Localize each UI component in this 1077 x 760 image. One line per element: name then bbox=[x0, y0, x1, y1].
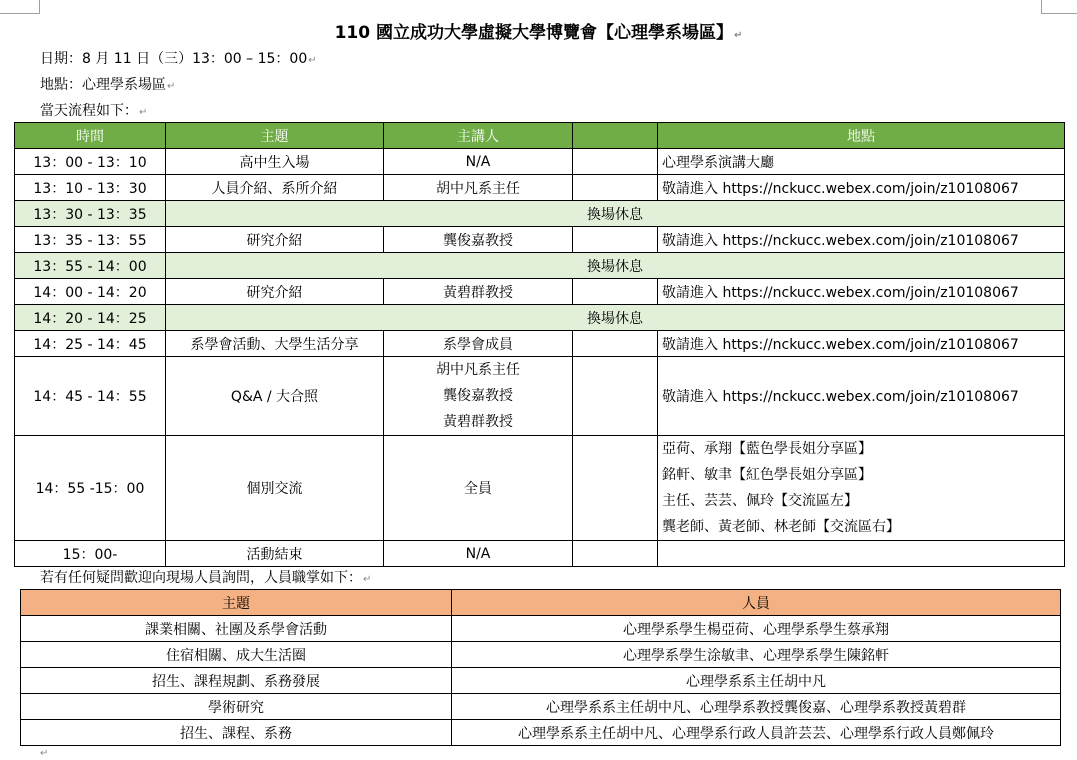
extra-cell bbox=[573, 175, 658, 201]
speaker-cell: 全員 bbox=[384, 436, 573, 541]
staff-people-cell: 心理學系學生涂敏聿、心理學系學生陳銘軒 bbox=[452, 642, 1061, 668]
schedule-table bbox=[14, 122, 1065, 567]
location-line: 亞荷、承翔【藍色學長姐分享區】 bbox=[662, 441, 872, 457]
speaker-cell bbox=[384, 357, 573, 436]
speaker-cell: 龔俊嘉教授 bbox=[384, 227, 573, 253]
header-topic: 主題 bbox=[166, 123, 384, 149]
page-corner-mark-right bbox=[1041, 0, 1077, 14]
schedule-row bbox=[15, 175, 1065, 201]
schedule-row bbox=[15, 541, 1065, 567]
staff-header-row bbox=[21, 590, 1061, 616]
document-title: 110 國立成功大學虛擬大學博覽會【心理學系場區】↵ bbox=[334, 23, 743, 43]
topic-cell: 人員介紹、系所介紹 bbox=[166, 175, 384, 201]
topic-cell: 研究介紹 bbox=[166, 227, 384, 253]
time-cell: 13：30 - 13：35 bbox=[15, 201, 166, 227]
staff-topic-cell: 招生、課程、系務 bbox=[21, 720, 452, 746]
staff-table bbox=[20, 589, 1061, 746]
time-cell: 14：00 - 14：20 bbox=[15, 279, 166, 305]
header-staff-topic: 主題 bbox=[21, 590, 452, 616]
location-cell bbox=[658, 541, 1065, 567]
staff-row bbox=[21, 720, 1061, 746]
topic-cell: 高中生入場 bbox=[166, 149, 384, 175]
location-cell: 敬請進入 https://nckucc.webex.com/join/z10108067 bbox=[658, 175, 1065, 201]
time-cell: 13：35 - 13：55 bbox=[15, 227, 166, 253]
header-blank bbox=[573, 123, 658, 149]
extra-cell bbox=[573, 436, 658, 541]
schedule-row bbox=[15, 227, 1065, 253]
time-cell: 13：00 - 13：10 bbox=[15, 149, 166, 175]
schedule-row bbox=[15, 279, 1065, 305]
speaker-cell: N/A bbox=[384, 149, 573, 175]
location-cell: 敬請進入 https://nckucc.webex.com/join/z10108067 bbox=[658, 227, 1065, 253]
time-cell: 13：55 - 14：00 bbox=[15, 253, 166, 279]
speaker-line: 胡中凡系主任 bbox=[436, 362, 520, 378]
speaker-line: 黃碧群教授 bbox=[443, 414, 513, 430]
extra-cell bbox=[573, 541, 658, 567]
location-line: 龔老師、黃老師、林老師【交流區右】 bbox=[662, 519, 900, 535]
time-cell: 14：55 -15：00 bbox=[15, 436, 166, 541]
extra-cell bbox=[573, 331, 658, 357]
location-cell: 敬請進入 https://nckucc.webex.com/join/z10108067 bbox=[658, 357, 1065, 436]
location-cell: 心理學系演講大廳 bbox=[658, 149, 1065, 175]
schedule-row bbox=[15, 436, 1065, 541]
staff-people-cell: 心理學系系主任胡中凡、心理學系行政人員許芸芸、心理學系行政人員鄭佩玲 bbox=[452, 720, 1061, 746]
staff-topic-cell: 招生、課程規劃、系務發展 bbox=[21, 668, 452, 694]
break-row bbox=[15, 253, 1065, 279]
header-speaker: 主講人 bbox=[384, 123, 573, 149]
location-line: 主任、芸芸、佩玲【交流區左】 bbox=[662, 493, 858, 509]
extra-cell bbox=[573, 357, 658, 436]
paragraph-mark: ↵ bbox=[40, 748, 49, 759]
speaker-line: 龔俊嘉教授 bbox=[443, 388, 513, 404]
header-time: 時間 bbox=[15, 123, 166, 149]
schedule-row bbox=[15, 357, 1065, 436]
time-cell: 13：10 - 13：30 bbox=[15, 175, 166, 201]
staff-people-cell: 心理學系系主任胡中凡、心理學系教授龔俊嘉、心理學系教授黃碧群 bbox=[452, 694, 1061, 720]
speaker-cell: N/A bbox=[384, 541, 573, 567]
schedule-row bbox=[15, 149, 1065, 175]
speaker-cell: 胡中凡系主任 bbox=[384, 175, 573, 201]
agenda-intro: 當天流程如下：↵ bbox=[40, 103, 148, 119]
staff-row bbox=[21, 616, 1061, 642]
break-cell: 換場休息 bbox=[166, 305, 1065, 331]
break-cell: 換場休息 bbox=[166, 201, 1065, 227]
time-cell: 14：20 - 14：25 bbox=[15, 305, 166, 331]
topic-cell: Q&A / 大合照 bbox=[166, 357, 384, 436]
time-cell: 14：25 - 14：45 bbox=[15, 331, 166, 357]
location-cell: 敬請進入 https://nckucc.webex.com/join/z10108067 bbox=[658, 331, 1065, 357]
staff-people-cell: 心理學系學生楊亞荷、心理學系學生蔡承翔 bbox=[452, 616, 1061, 642]
schedule-row bbox=[15, 331, 1065, 357]
page-corner-mark-left bbox=[0, 0, 40, 14]
staff-people-cell: 心理學系系主任胡中凡 bbox=[452, 668, 1061, 694]
location-line: 地點：心理學系場區↵ bbox=[40, 77, 176, 93]
extra-cell bbox=[573, 279, 658, 305]
time-cell: 15：00- bbox=[15, 541, 166, 567]
topic-cell: 系學會活動、大學生活分享 bbox=[166, 331, 384, 357]
header-staff-people: 人員 bbox=[452, 590, 1061, 616]
schedule-header-row bbox=[15, 123, 1065, 149]
extra-cell bbox=[573, 149, 658, 175]
staff-topic-cell: 住宿相關、成大生活圈 bbox=[21, 642, 452, 668]
topic-cell: 個別交流 bbox=[166, 436, 384, 541]
location-cell bbox=[658, 436, 1065, 541]
staff-row bbox=[21, 642, 1061, 668]
location-cell: 敬請進入 https://nckucc.webex.com/join/z10108067 bbox=[658, 279, 1065, 305]
staff-row bbox=[21, 668, 1061, 694]
staff-topic-cell: 學術研究 bbox=[21, 694, 452, 720]
topic-cell: 研究介紹 bbox=[166, 279, 384, 305]
extra-cell bbox=[573, 227, 658, 253]
staff-row bbox=[21, 694, 1061, 720]
header-location: 地點 bbox=[658, 123, 1065, 149]
break-row bbox=[15, 305, 1065, 331]
staff-note: 若有任何疑問歡迎向現場人員詢問，人員職掌如下：↵ bbox=[40, 570, 372, 586]
break-cell: 換場休息 bbox=[166, 253, 1065, 279]
staff-topic-cell: 課業相關、社團及系學會活動 bbox=[21, 616, 452, 642]
time-cell: 14：45 - 14：55 bbox=[15, 357, 166, 436]
topic-cell: 活動結束 bbox=[166, 541, 384, 567]
location-line: 銘軒、敏聿【紅色學長姐分享區】 bbox=[662, 467, 872, 483]
speaker-cell: 黃碧群教授 bbox=[384, 279, 573, 305]
speaker-cell: 系學會成員 bbox=[384, 331, 573, 357]
break-row bbox=[15, 201, 1065, 227]
date-line: 日期：8 月 11 日（三）13：00 – 15：00↵ bbox=[40, 51, 317, 67]
